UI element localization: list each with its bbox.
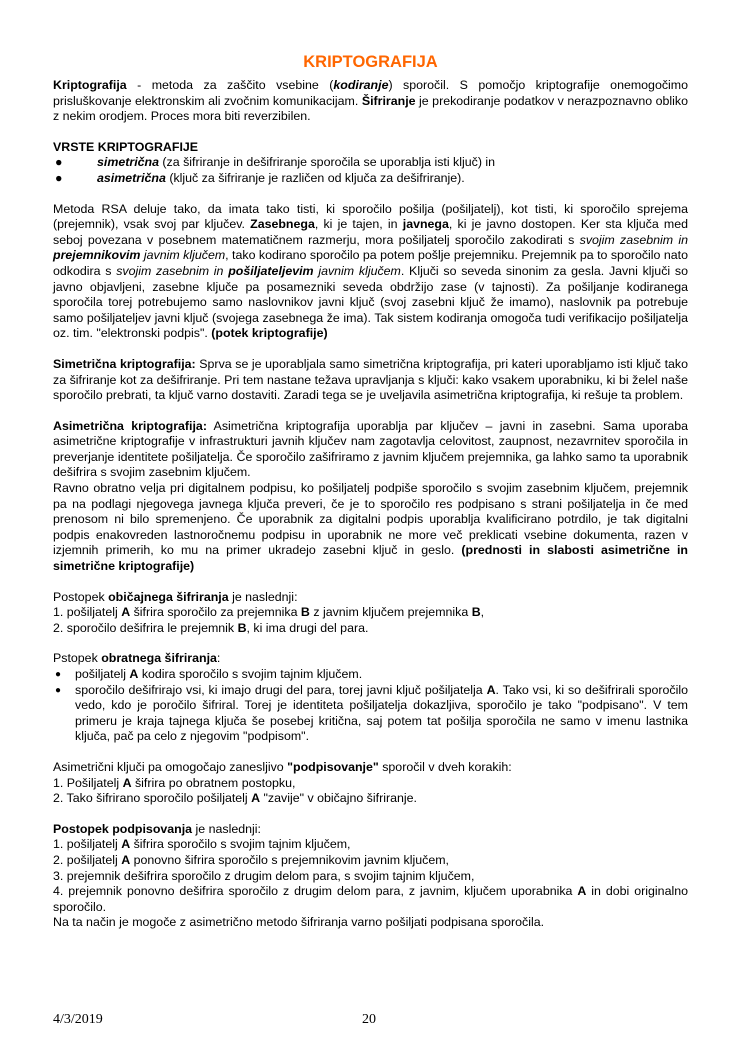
list-item: ● simetrična (za šifriranje in dešifriranje sporočila se uporablja isti ključ) in [55,155,496,170]
asymmetric-paragraph: Asimetrična kriptografija: Asimetrična kriptografija uporablja par ključev – javni in zasebni. Sama uporaba asimetrične kriptografije v infrastrukturi javnih ključev nam zagotavlja celovitost, zaupnost, nezavrnitev sporočila in preverjanje identitete pošiljatelja. Če sporočilo zašifriramo z javnim ključem prejemnika, ga lahko samo ta uporabnik dešifrira s svojim zasebnim ključem. [53,418,688,480]
list-item: 1. Pošiljatelj A šifrira po obratnem postopku, [53,775,296,790]
list-item: 2. sporočilo dešifrira le prejemnik B, ki ima drugi del para. [53,620,369,635]
bullet-icon: ● [55,170,63,185]
types-list [53,155,688,186]
rsa-paragraph: Metoda RSA deluje tako, da imata tako tisti, ki sporočilo pošilja (pošiljatelj), kot tisti, ki sporočilo sprejema (prejemnik), vsak svoj par ključev. Zasebnega, ki je tajen, in javnega, ki je javno dostopen. Ker sta ključa med seboj povezana v posebnem matematičnem razmerju, mora pošiljatelj sporočilo zakodirati s svojim zasebnim in prejemnikovim javnim ključem, tako kodirano sporočilo pa potem pošlje prejemniku. Prejemnik pa to sporočilo nato odkodira s svojim zasebnim in pošiljateljevim javnim ključem. Ključi so seveda sinonim za gesla. Javni ključi so javno objavljeni, zasebne ključe pa posamezniki seveda obdržijo zase (v tajnosti). Za pošiljanje kodiranega sporočila torej potrebujemo samo naslovnikov javni ključ (svoj zasebni ključ že imamo), naslovnik pa potrebuje samo pošiljateljev javni ključ (svojega zasebnega že ima). Tak sistem kodiranja omogoča tudi verifikacijo pošiljatelja oz. tim. "elektronski podpis". (potek kriptografije) [53,201,689,341]
symmetric-paragraph: Simetrična kriptografija: Sprva se je uporabljala samo simetrična kriptografija, pri kateri uporabljamo isti ključ tako za šifriranje kot za dešifriranje. Pri tem nastane težava upravljanja s ključi: kako vsakem uporabniku, ki bi želel naše sporočilo prebrati, ta ključ varno dostaviti. Zaradi tega se je uveljavila asimetrična kriptografija, ki rešuje ta problem. [53,356,688,403]
signing-intro-section: Asimetrični ključi pa omogočajo zanesljivo "podpisovanje" sporočil v dveh korakih: 1. Pošiljatelj A šifrira po obratnem postopku, 2. Tako šifrirano sporočilo pošiljatelj A "zavije" v običajno šifriranje. [53,760,688,807]
normal-encryption-section: Postopek običajnega šifriranja je naslednji: 1. pošiljatelj A šifrira sporočilo za prejemnika B z javnim ključem prejemnika B, 2. sporočilo dešifrira le prejemnik B, ki ima drugi del para. [53,590,688,637]
page-number: 20 [362,1012,376,1027]
bullet-icon: ● [55,684,62,696]
list-item: 1. pošiljatelj A šifrira sporočilo s svojim tajnim ključem, [53,837,351,852]
signing-procedure-section: Postopek podpisovanja je naslednji: 1. pošiljatelj A šifrira sporočilo s svojim tajnim ključem, 2. pošiljatelj A ponovno šifrira sporočilo s prejemnikovim javnim ključem, 3. prejemnik dešifrira sporočilo z drugim delom para, s svojim tajnim ključem, 4. prejemnik ponovno dešifrira sporočilo z drugim delom para, z javnim, ključem uporabnika A in dobi originalno sporočilo. Na ta način je mogoče z asimetrično metodo šifriranja varno pošiljati podpisana sporočila. [53,821,688,930]
term-kriptografija: Kriptografija [53,78,127,92]
intro-paragraph: Kriptografija - metoda za zaščito vsebine (kodiranje) sporočil. S pomočjo kriptografije onemogočimo prisluškovanje elektronskim ali zvočnim komunikacijam. Šifriranje je prekodiranje podatkov v nerazpoznavno obliko z nekim orodjem. Proces mora biti reverzibilen. [53,78,689,124]
list-item: ● sporočilo dešifrirajo vsi, ki imajo drugi del para, torej javni ključ pošiljatelja A. Tako vsi, ki so dešifrirali sporočilo vedo, kdo je poročilo šifriral. Torej je identiteta pošiljatelja dokazljiva, sporočilo je tako "podpisano". V tem primeru je kraja tajnega ključa še posebej kritična, saj potem tat pošilja sporočila ne samo v imenu lastnika ključa, pač pa celo z njegovim "podpisom". [55,682,688,744]
list-item: 2. pošiljatelj A ponovno šifrira sporočilo s prejemnikovim javnim ključem, [53,852,449,867]
page-title: KRIPTOGRAFIJA [303,53,438,71]
bullet-icon: ● [55,155,63,170]
document-page [53,52,688,931]
digital-signature-paragraph: Ravno obratno velja pri digitalnem podpisu, ko pošiljatelj podpiše sporočilo s svojim zasebnim ključem, prejemnik pa na podlagi njegovega javnega ključa preveri, če je to sporočilo res podpisano s strani pošiljatelja in če med prenosom ni bilo spremenjeno. Če uporabnik za digitalni podpis uporablja kvalificirano potrdilo, je tak digitalni podpis enakovreden lastnoročnemu podpisu in uporabnik ne more več preklicati vsebine dokumenta, razen v izjemnih primerih, ko mu na primer ukradejo zasebni ključ in geslo. (prednosti in slabosti asimetrične in simetrične kriptografije) [53,481,688,574]
types-heading: VRSTE KRIPTOGRAFIJE [53,139,199,154]
list-item: ● asimetrična (ključ za šifriranje je različen od ključa za dešifriranje). [55,170,465,185]
reverse-encryption-section: Pstopek obratnega šifriranja: ● pošiljatelj A kodira sporočilo s svojim tajnim ključem. ● sporočilo dešifrirajo vsi, ki imajo drugi del para, torej javni ključ pošiljatelja A. Tako vsi, ki so dešifrirali sporočilo vedo, kdo je poročilo šifriral. Torej je identiteta pošiljatelja dokazljiva, sporočilo je tako "podpisano". V tem primeru je kraja tajnega ključa še posebej kritična, saj potem tat pošilja sporočila ne samo v imenu lastnika ključa, pač pa celo z njegovim "podpisom". [53,651,688,744]
list-item: 4. prejemnik ponovno dešifrira sporočilo z drugim delom para, z javnim, ključem uporabnika A in dobi originalno sporočilo. [53,884,688,914]
list-item: 2. Tako šifrirano sporočilo pošiljatelj A "zavije" v običajno šifriranje. [53,791,417,806]
footer-date: 4/3/2019 [53,1012,103,1027]
link-potek-kriptografije: (potek kriptografije) [211,326,328,341]
list-item: 1. pošiljatelj A šifrira sporočilo za prejemnika B z javnim ključem prejemnika B, [53,605,485,620]
list-item: ● pošiljatelj A kodira sporočilo s svojim tajnim ključem. [55,667,363,681]
closing-sentence: Na ta način je mogoče z asimetrično metodo šifriranja varno pošiljati podpisana sporočila. [53,915,545,930]
bullet-icon: ● [55,669,62,680]
list-item: 3. prejemnik dešifrira sporočilo z drugim delom para, s svojim tajnim ključem, [53,868,475,883]
